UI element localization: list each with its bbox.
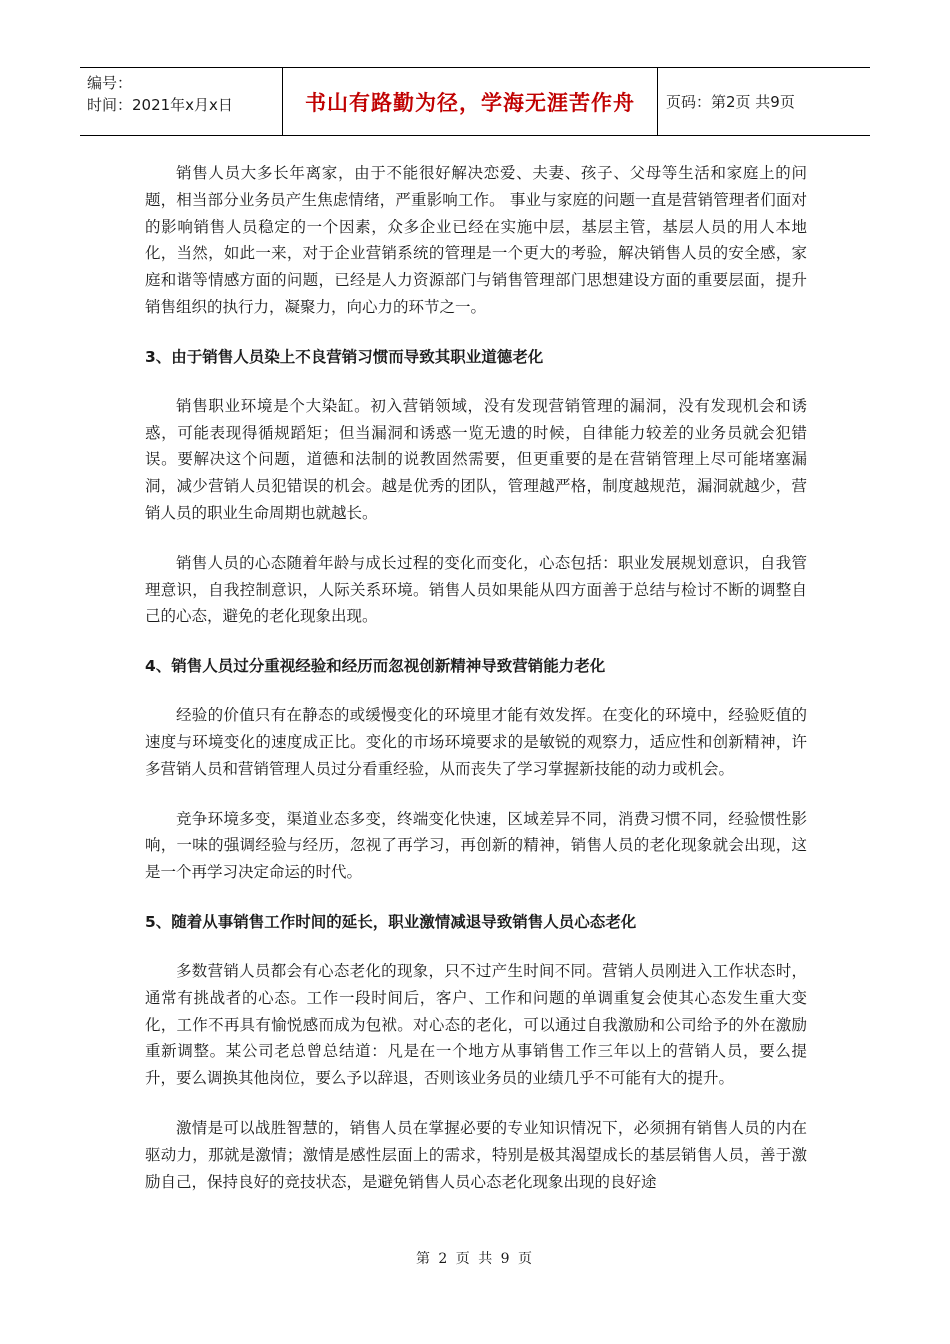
document-body [145,160,807,1195]
header-page-number: 页码：第2页 共9页 [666,93,795,111]
paragraph: 激情是可以战胜智慧的，销售人员在掌握必要的专业知识情况下，必须拥有销售人员的内在驱动力，那就是激情；激情是感性层面上的需求，特别是极其渴望成长的基层销售人员，善于激励自己，保持良好的竞技状态，是避免销售人员心态老化现象出现的良好途 [145,1118,807,1191]
paragraph: 销售人员大多长年离家，由于不能很好解决恋爱、夫妻、孩子、父母等生活和家庭上的问题，相当部分业务员产生焦虑情绪，严重影响工作。 事业与家庭的问题一直是营销管理者们面对的影响销售人员稳定的一个因素，众多企业已经在实施中层，基层主管，基层人员的用人本地化，当然，如此一来，对于企业营销系统的管理是一个更大的考验，解决销售人员的安全感，家庭和谐等情感方面的问题，已经是人力资源部门与销售管理部门思想建设方面的重要层面，提升销售组织的执行力，凝聚力，向心力的环节之一。 [145,164,807,316]
document-date-label: 时间：2021年x月x日 [87,96,233,114]
header-meta-cell [80,68,283,135]
paragraph: 销售人员的心态随着年龄与成长过程的变化而变化，心态包括：职业发展规划意识，自我管理意识，自我控制意识，人际关系环境。销售人员如果能从四方面善于总结与检讨不断的调整自己的心态，避免的老化现象出现。 [145,553,807,626]
paragraph: 销售职业环境是个大染缸。初入营销领域，没有发现营销管理的漏洞，没有发现机会和诱惑，可能表现得循规蹈矩；但当漏洞和诱惑一览无遗的时候，自律能力较差的业务员就会犯错误。要解决这个问题，道德和法制的说教固然需要，但更重要的是在营销管理上尽可能堵塞漏洞，减少营销人员犯错误的机会。越是优秀的团队，管理越严格，制度越规范，漏洞就越少，营销人员的职业生命周期也就越长。 [145,396,807,522]
paragraph: 多数营销人员都会有心态老化的现象，只不过产生时间不同。营销人员刚进入工作状态时，通常有挑战者的心态。工作一段时间后，客户、工作和问题的单调重复会使其心态发生重大变化，工作不再具有愉悦感而成为包袱。对心态的老化，可以通过自我激励和公司给予的外在激励重新调整。某公司老总曾总结道：凡是在一个地方从事销售工作三年以上的营销人员，要么提升，要么调换其他岗位，要么予以辞退，否则该业务员的业绩几乎不可能有大的提升。 [145,961,807,1088]
section-heading-3: 3、由于销售人员染上不良营销习惯而导致其职业道德老化 [145,347,544,366]
motto-text: 书山有路勤为径，学海无涯苦作舟 [305,90,635,115]
paragraph: 竞争环境多变，渠道业态多变，终端变化快速，区域差异不同，消费习惯不同，经验惯性影响，一味的强调经验与经历，忽视了再学习，再创新的精神，销售人员的老化现象就会出现，这是一个再学习决定命运的时代。 [145,809,807,882]
paragraph: 经验的价值只有在静态的或缓慢变化的环境里才能有效发挥。在变化的环境中，经验贬值的速度与环境变化的速度成正比。变化的市场环境要求的是敏锐的观察力，适应性和创新精神，许多营销人员和营销管理人员过分看重经验，从而丧失了学习掌握新技能的动力或机会。 [145,706,807,778]
header-page-cell [658,68,870,135]
section-heading-5: 5、随着从事销售工作时间的延长，职业激情减退导致销售人员心态老化 [145,912,637,931]
document-number-label: 编号： [87,74,133,92]
header-motto-cell [283,68,658,135]
page-footer: 第 2 页 共 9 页 [415,1251,535,1267]
section-heading-4: 4、销售人员过分重视经验和经历而忽视创新精神导致营销能力老化 [145,657,606,676]
document-header [80,67,870,136]
